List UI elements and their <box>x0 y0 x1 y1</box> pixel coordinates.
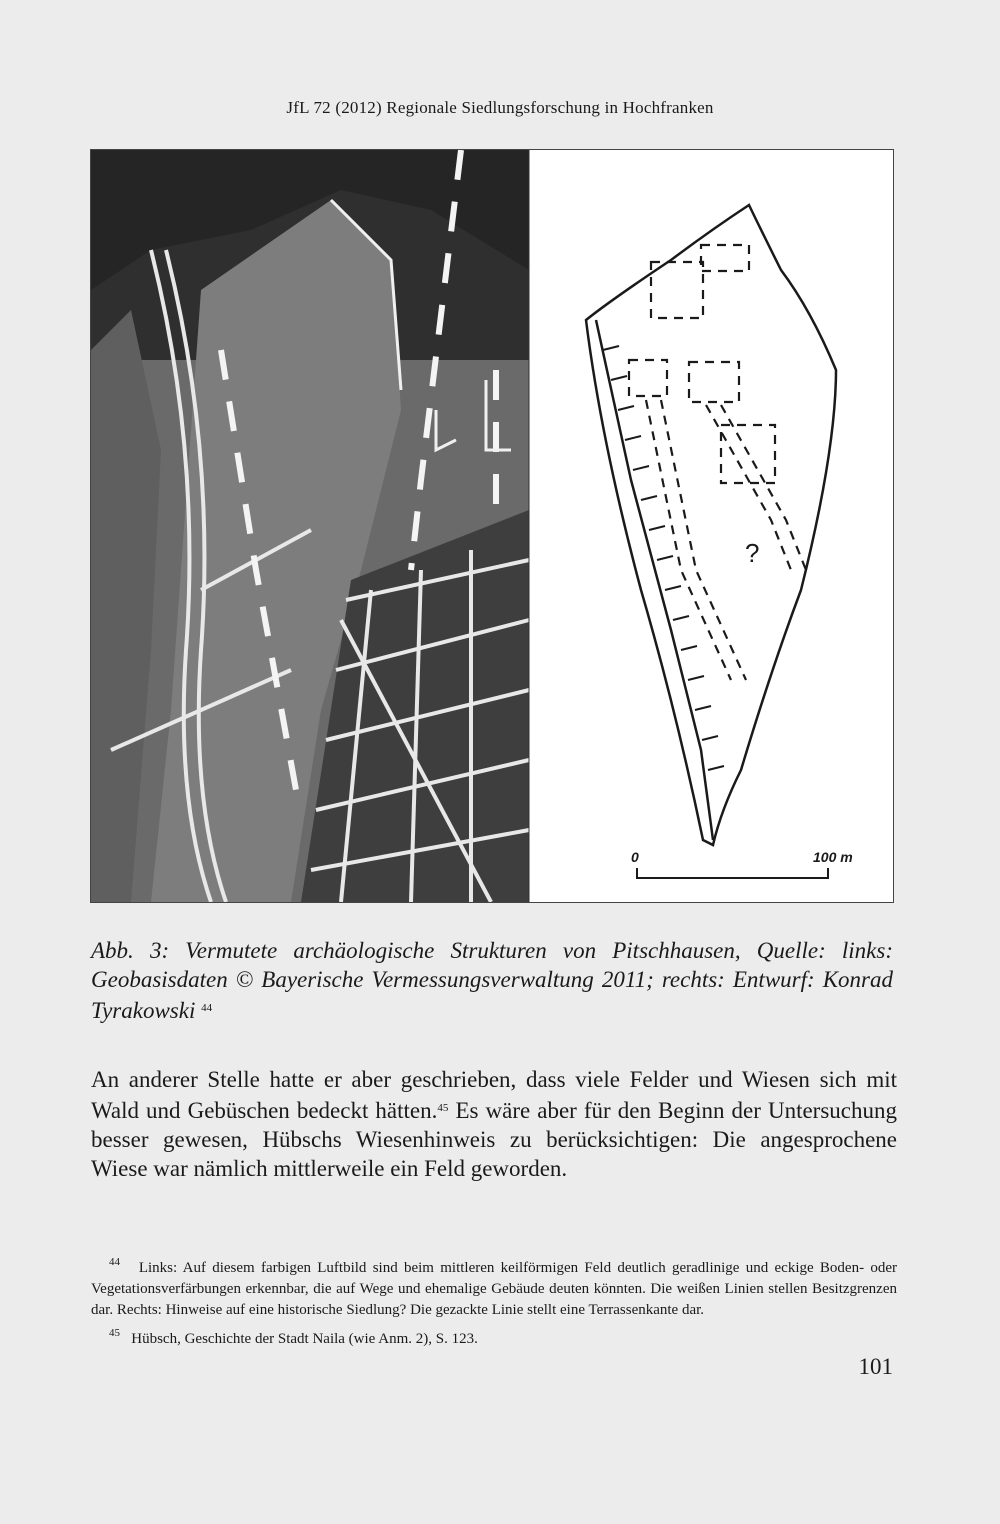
body-paragraph <box>91 1065 897 1183</box>
footnote-text: Hübsch, Geschichte der Stadt Naila (wie Anm. 2), S. 123. <box>131 1331 478 1347</box>
running-header: JfL 72 (2012) Regionale Siedlungsforschung in Hochfranken <box>286 98 714 117</box>
footnote-45 <box>91 1323 897 1350</box>
aerial-photo <box>91 150 529 902</box>
footnote-44 <box>91 1252 897 1321</box>
body-text-part-2: Es wäre aber für den Beginn der Untersuchung besser gewesen, Hübschs Wiesenhinweis zu berücksichtigen: Die angesprochene Wiese war nämlich mittlerweile ein Feld geworden. <box>91 1098 897 1181</box>
scale-end-label: 100 m <box>813 849 853 865</box>
page-number: 101 <box>858 1354 893 1379</box>
body-text-part-1: An anderer Stelle hatte er aber geschrieben, dass viele Felder und Wiesen sich mit Wald und Gebüschen bedeckt hätten. <box>91 1067 897 1123</box>
scale-start-label: 0 <box>631 849 639 865</box>
footnote-number: 45 <box>109 1327 120 1339</box>
sketch-question-mark: ? <box>745 538 760 568</box>
body-footnote-ref[interactable]: 45 <box>437 1102 449 1114</box>
footnotes <box>91 1252 897 1352</box>
footnote-text: Links: Auf diesem farbigen Luftbild sind beim mittleren keilförmigen Feld deutlich geradlinige und eckige Boden- oder Vegetationsverfärbungen erkennbar, die auf Wege und ehemalige Gebäude deuten könnten. Die weißen Linien stellen Besitzgrenzen dar. Rechts: Hinweise auf eine historische Siedlung? Die gezackte Linie stellt eine Terrassenkante dar. <box>91 1260 898 1318</box>
figure-abb-3 <box>90 149 894 903</box>
caption-footnote-ref[interactable]: 44 <box>201 1002 213 1014</box>
caption-text: Abb. 3: Vermutete archäologische Strukturen von Pitschhausen, Quelle: links: Geobasisdaten © Bayerische Vermessungsverwaltung 2011; rechts: Entwurf: Konrad Tyrakowski <box>91 938 893 1023</box>
sketch-map <box>529 150 893 902</box>
figure-caption <box>91 936 893 1025</box>
footnote-number: 44 <box>109 1256 120 1268</box>
figure-illustration <box>91 150 893 902</box>
